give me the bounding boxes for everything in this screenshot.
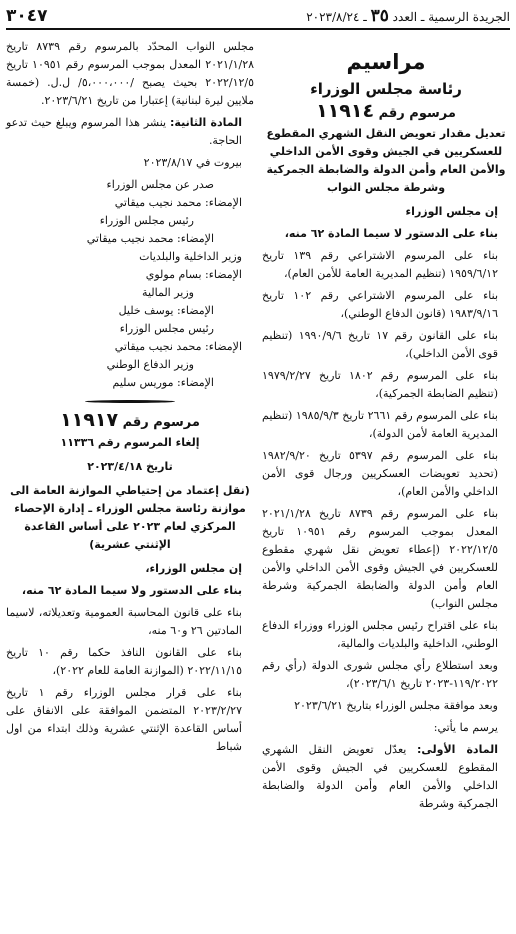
place-date: بيروت في ٢٠٢٣/٨/١٧ <box>143 156 242 169</box>
constitution-basis: بناء على الدستور لا سيما المادة ٦٢ منه، <box>284 227 498 240</box>
signature-name: الإمضاء: محمد نجيب ميقاتي <box>114 196 242 209</box>
decree-2-consideration-1: بناء على قانون المحاسبة العمومية وتعديلاته، لاسيما المادتين ٢٦ و٦٠ منه، <box>6 606 242 637</box>
issue-date: ـ ٢٠٢٣/٨/٢٤ <box>306 10 367 24</box>
decree-2-cancel: إلغاء المرسوم رقم ١١٣٣٦ <box>60 436 200 449</box>
signature-name: الإمضاء: يوسف خليل <box>118 304 214 317</box>
consideration-10: وبعد موافقة مجلس الوزراء بتاريخ ٢٠٢٣/٦/٢١ <box>294 699 498 712</box>
section-title: مراسيم <box>346 50 426 74</box>
decree-subject: تعديل مقدار تعويض النقل الشهري المقطوع للعسكريين في الجيش وقوى الأمن الداخلي والأمن العام وأمن الدولة والضابطة الجمركية وشرطة مجلس النواب <box>266 127 506 194</box>
article-2 <box>6 114 254 150</box>
article-1-text: يعدّل تعويض النقل الشهري المقطوع للعسكريين في الجيش وقوى الأمن الداخلي والأمن العام وأمن الدولة والضابطة الجمركية وشرطة <box>262 743 498 810</box>
decrees-what-follows: يرسم ما يأتي: <box>433 721 498 734</box>
signature-role: وزير المالية <box>142 286 194 299</box>
journal-name: الجريدة الرسمية ـ العدد <box>392 10 510 24</box>
article-1-continued: مجلس النواب المحدّد بالمرسوم رقم ٨٧٣٩ تاريخ ٢٠٢١/١/٢٨ المعدل بموجب المرسوم رقم ١٠٩٥١ تاريخ ٢٠٢٢/١٢/٥ بحيث يصبح /٥،٠٠٠،٠٠٠/ ل.ل. (خمسة ملايين ليرة لبنانية) إعتبارا من تاريخ ٢٠٢٣/٦/٢١. <box>6 40 255 107</box>
decree-2-constitution: بناء على الدستور ولا سيما المادة ٦٢ منه، <box>21 584 242 597</box>
decree-label: مرسوم رقم <box>378 106 456 121</box>
right-column <box>262 38 510 817</box>
decree-2-subject: (نقل إعتماد من إحتياطي الموازنة العامة الى موازنة رئاسة مجلس الوزراء ـ إدارة الإحصاء المركزي لعام ٢٠٢٣ على أساس القاعدة الإثنتي عشرية) <box>10 484 250 551</box>
decree-2-date: تاريخ ٢٠٢٣/٤/١٨ <box>87 460 173 473</box>
decree-2-intro: إن مجلس الوزراء، <box>145 562 242 575</box>
decree-2-label: مرسوم رقم <box>122 415 200 430</box>
decree-2-consideration-2: بناء على القانون النافذ حكما رقم ١٠ تاريخ ٢٠٢٢/١١/١٥ (الموازنة العامة للعام ٢٠٢٢)، <box>6 646 242 677</box>
signature-name: الإمضاء: محمد نجيب ميقاتي <box>86 232 214 245</box>
section-divider <box>85 400 175 403</box>
consideration-8: بناء على اقتراح رئيس مجلس الوزراء ووزراء الدفاع الوطني، الداخلية والبلديات والمالية، <box>262 619 498 650</box>
decree-heading <box>262 100 510 125</box>
signature-role: رئيس مجلس الوزراء <box>119 322 214 335</box>
article-1 <box>262 741 510 813</box>
signature-name: الإمضاء: موريس سليم <box>112 376 214 389</box>
page-header <box>6 4 510 30</box>
signature-name: الإمضاء: محمد نجيب ميقاتي <box>114 340 242 353</box>
consideration-5: بناء على المرسوم رقم ٢٦٦١ تاريخ ١٩٨٥/٩/٣ (تنظيم المديرية العامة لأمن الدولة)، <box>262 409 498 440</box>
journal-title <box>306 6 510 26</box>
decree-intro: إن مجلس الوزراء <box>405 205 498 218</box>
left-column <box>6 38 254 760</box>
consideration-7: بناء على المرسوم رقم ٨٧٣٩ تاريخ ٢٠٢١/١/٢٨ المعدل بموجب المرسوم رقم ١٠٩٥١ تاريخ ٢٠٢٢/١٢/٥ (إعطاء تعويض نقل شهري مقطوع للعسكريين في الجيش وقوى الأمن الداخلي والأمن العام وأمن الدولة والضابطة الجمركية وشرطة مجلس النواب) <box>262 507 498 610</box>
consideration-9: وبعد استطلاع رأي مجلس شورى الدولة (رأي رقم ١١٩/٢٠٢٢-٢٠٢٣ تاريخ ٢٠٢٣/٦/١)، <box>262 659 498 690</box>
decree-2-consideration-3: بناء على قرار مجلس الوزراء رقم ١ تاريخ ٢٠٢٣/٢/٢٧ المتضمن الموافقة على الانفاق على أساس القاعدة الإثنتي عشرية وذلك ابتداء من اول شباط <box>6 686 242 753</box>
article-2-label: المادة الثانية: <box>170 116 242 129</box>
signature-role: وزير الدفاع الوطني <box>106 358 194 371</box>
article-1-label: المادة الأولى: <box>416 743 498 756</box>
issue-number: ٣٥ <box>370 6 389 26</box>
signature-role: رئيس مجلس الوزراء <box>99 214 194 227</box>
page-number: ٣٠٤٧ <box>6 6 48 26</box>
decree-number: ١١٩١٤ <box>316 100 375 122</box>
presidency-title: رئاسة مجلس الوزراء <box>310 80 462 98</box>
consideration-6: بناء على المرسوم رقم ٥٣٩٧ تاريخ ١٩٨٢/٩/٢٠ (تحديد تعويضات العسكريين ورجال قوى الأمن الداخلي والأمن العام)، <box>262 449 498 498</box>
consideration-1: بناء على المرسوم الاشتراعي رقم ١٣٩ تاريخ ١٩٥٩/٦/١٢ (تنظيم المديرية العامة للأمن العام)، <box>262 249 499 280</box>
signature-block <box>6 176 254 392</box>
consideration-3: بناء على القانون رقم ١٧ تاريخ ١٩٩٠/٩/٦ (تنظيم قوى الأمن الداخلي)، <box>262 329 498 360</box>
signature-name: الإمضاء: بسام مولوي <box>145 268 242 281</box>
article-2-text: ينشر هذا المرسوم ويبلغ حيث تدعو الحاجة. <box>6 116 242 147</box>
signature-role: صدر عن مجلس الوزراء <box>106 178 214 191</box>
decree-2-heading <box>6 409 254 434</box>
consideration-2: بناء على المرسوم الاشتراعي رقم ١٠٢ تاريخ ١٩٨٣/٩/١٦ (قانون الدفاع الوطني)، <box>262 289 499 320</box>
signature-role: وزير الداخلية والبلديات <box>139 250 242 263</box>
consideration-4: بناء على المرسوم رقم ١٨٠٢ تاريخ ١٩٧٩/٢/٢٧ (تنظيم الضابطة الجمركية)، <box>262 369 498 400</box>
decree-2-number: ١١٩١٧ <box>60 409 119 431</box>
